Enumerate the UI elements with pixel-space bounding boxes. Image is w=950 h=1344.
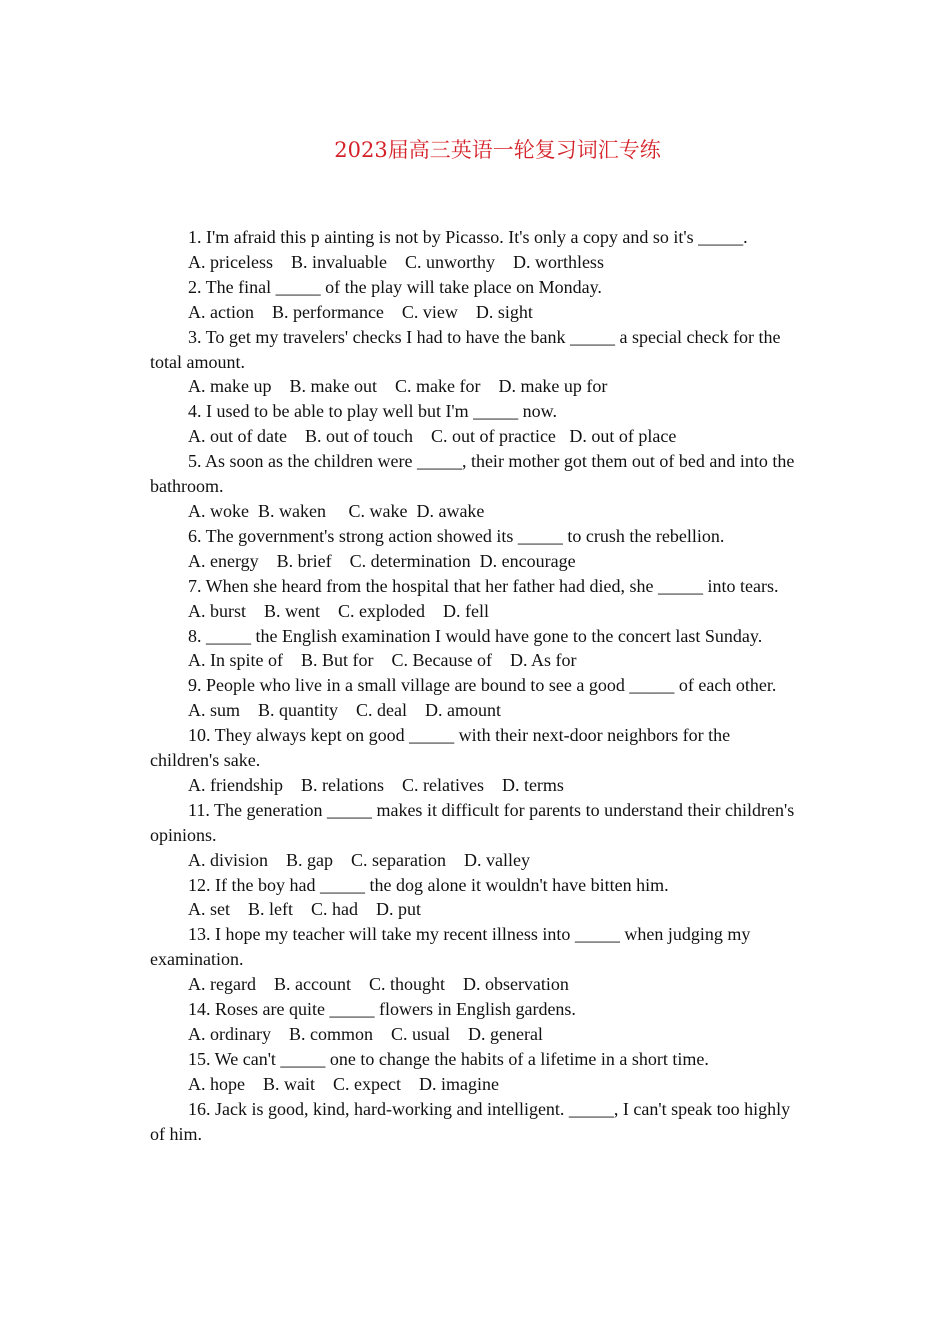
- document-title: 2023届高三英语一轮复习词汇专练: [334, 138, 661, 162]
- question-options: A. action B. performance C. view D. sight: [188, 301, 533, 322]
- question-options: A. regard B. account C. thought D. observation: [188, 974, 569, 995]
- question-options: A. set B. left C. had D. put: [188, 899, 421, 920]
- question-stem: 14. Roses are quite _____ flowers in English gardens.: [188, 999, 576, 1020]
- question-options: A. ordinary B. common C. usual D. general: [188, 1024, 543, 1044]
- question-options: A. sum B. quantity C. deal D. amount: [188, 700, 501, 721]
- question-options: A. In spite of B. But for C. Because of D. As for: [188, 650, 577, 671]
- question-stem: 5. As soon as the children were _____, their mother got them out of bed and into the bathroom.: [150, 451, 795, 497]
- question-stem: 8. _____ the English examination I would have gone to the concert last Sunday.: [188, 625, 763, 646]
- question-stem: 3. To get my travelers' checks I had to have the bank _____ a special check for the total amount.: [150, 326, 781, 372]
- question-stem: 6. The government's strong action showed its _____ to crush the rebellion.: [188, 525, 725, 546]
- question-stem: 2. The final _____ of the play will take place on Monday.: [188, 276, 602, 297]
- question-stem: 15. We can't _____ one to change the habits of a lifetime in a short time.: [188, 1048, 709, 1069]
- question-list: [150, 225, 800, 1147]
- question-stem: 13. I hope my teacher will take my recent illness into _____ when judging my examination.: [150, 924, 751, 970]
- question-options: A. division B. gap C. separation D. valley: [188, 849, 530, 870]
- question-stem: 1. I'm afraid this p ainting is not by Picasso. It's only a copy and so it's _____.: [188, 227, 748, 247]
- question-stem: 9. People who live in a small village are bound to see a good _____ of each other.: [188, 675, 777, 696]
- question-options: A. burst B. went C. exploded D. fell: [188, 600, 489, 621]
- question-stem: 12. If the boy had _____ the dog alone it wouldn't have bitten him.: [188, 874, 669, 895]
- question-stem: 11. The generation _____ makes it difficult for parents to understand their children's opinions.: [150, 799, 795, 845]
- question-stem: 16. Jack is good, kind, hard-working and intelligent. _____, I can't speak too highly of him.: [150, 1098, 791, 1144]
- question-options: A. woke B. waken C. wake D. awake: [188, 500, 485, 521]
- question-options: A. priceless B. invaluable C. unworthy D. worthless: [188, 251, 604, 272]
- question-options: A. hope B. wait C. expect D. imagine: [188, 1073, 499, 1094]
- question-stem: 4. I used to be able to play well but I'm _____ now.: [188, 401, 558, 422]
- question-options: A. out of date B. out of touch C. out of practice D. out of place: [188, 426, 677, 447]
- question-options: A. make up B. make out C. make for D. make up for: [188, 376, 608, 397]
- question-options: A. energy B. brief C. determination D. encourage: [188, 550, 576, 571]
- question-stem: 10. They always kept on good _____ with their next-door neighbors for the children's sake.: [150, 725, 731, 771]
- question-options: A. friendship B. relations C. relatives D. terms: [188, 774, 564, 795]
- question-stem: 7. When she heard from the hospital that her father had died, she _____ into tears.: [188, 575, 779, 596]
